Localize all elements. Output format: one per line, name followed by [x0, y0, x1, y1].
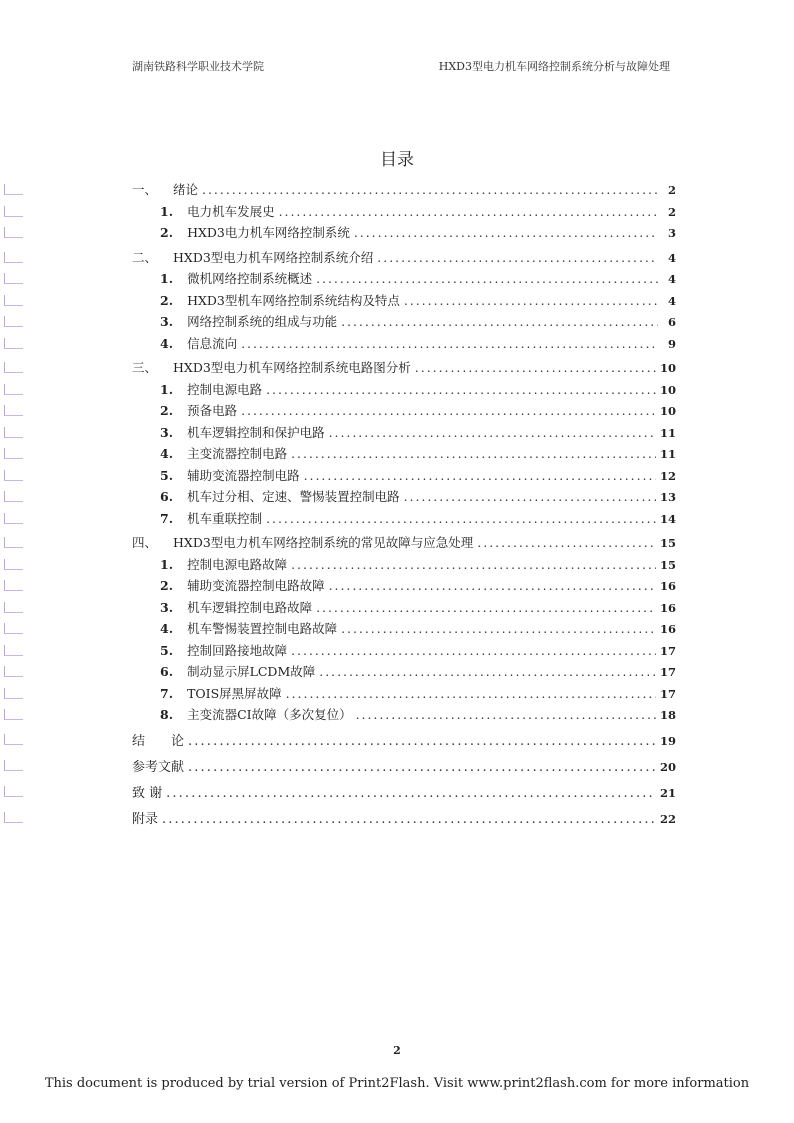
toc-entry-page: 15	[659, 557, 676, 572]
toc-leader-dots	[291, 557, 656, 572]
toc-entry-number: 5.	[160, 642, 174, 658]
margin-mark	[4, 666, 23, 677]
margin-mark	[4, 688, 23, 699]
toc-entry-number: 三、	[132, 360, 158, 375]
toc-entry[interactable]	[132, 202, 676, 224]
toc-leader-dots	[356, 707, 656, 722]
margin-mark	[4, 316, 23, 327]
toc-entry-page: 9	[667, 336, 676, 351]
toc-entry-label: 主变流器CI故障（多次复位）	[187, 707, 352, 722]
toc-leader-dots	[415, 360, 656, 375]
toc-entry-number: 2.	[160, 578, 174, 593]
toc-leader-dots	[291, 446, 656, 461]
toc-leader-dots	[354, 225, 658, 240]
toc-entry-page: 18	[659, 708, 676, 722]
toc-entry[interactable]	[132, 598, 676, 620]
margin-mark	[4, 709, 23, 720]
toc-entry[interactable]	[132, 808, 676, 834]
toc-entry-label: 信息流向	[187, 335, 238, 351]
toc-entry-page: 11	[659, 425, 676, 440]
toc-entry-page: 15	[659, 536, 676, 550]
toc-entry[interactable]	[132, 444, 676, 466]
toc-leader-dots	[341, 314, 658, 329]
toc-entry-number: 3.	[160, 599, 174, 615]
toc-entry-page: 14	[659, 511, 676, 526]
toc-entry-label: HXD3电力机车网络控制系统	[187, 225, 350, 240]
margin-mark	[4, 252, 23, 263]
margin-mark	[4, 362, 23, 373]
toc-entry[interactable]	[132, 782, 676, 808]
table-of-contents	[132, 180, 676, 834]
toc-entry-page: 4	[667, 250, 676, 265]
toc-leader-dots	[279, 204, 658, 219]
toc-entry-label: 机车警惕装置控制电路故障	[187, 621, 338, 636]
toc-entry[interactable]	[132, 487, 676, 509]
toc-entry-label: 预备电路	[187, 403, 238, 418]
margin-mark	[4, 405, 23, 416]
toc-entry-page: 16	[659, 579, 676, 593]
toc-entry-number: 3.	[160, 424, 174, 440]
toc-entry-label: 辅助变流器控制电路	[187, 467, 300, 483]
margin-mark	[4, 786, 23, 797]
toc-entry-number: 四、	[132, 535, 158, 550]
margin-mark	[4, 448, 23, 459]
margin-mark	[4, 384, 23, 395]
toc-entry-label: HXD3型机车网络控制系统结构及特点	[187, 292, 400, 308]
toc-entry-label: 辅助变流器控制电路故障	[187, 578, 325, 593]
toc-entry-number: 7.	[160, 510, 174, 526]
margin-mark	[4, 513, 23, 524]
toc-entry[interactable]	[132, 466, 676, 488]
toc-entry-label: 结 论	[132, 733, 185, 749]
toc-entry-label: 制动显示屏LCDM故障	[187, 664, 316, 679]
toc-entry[interactable]	[132, 291, 676, 313]
header-thesis-title: HXD3型电力机车网络控制系统分析与故障处理	[438, 60, 670, 73]
toc-entry-label: 机车逻辑控制和保护电路	[187, 424, 325, 440]
toc-title: 目录	[380, 150, 414, 170]
margin-mark	[4, 273, 23, 284]
toc-entry-number: 8.	[160, 707, 174, 722]
toc-entry[interactable]	[132, 662, 676, 684]
toc-entry-number: 2.	[160, 225, 174, 240]
toc-entry[interactable]	[132, 509, 676, 531]
toc-entry-number: 4.	[160, 621, 174, 636]
toc-leader-dots	[341, 621, 656, 636]
toc-leader-dots	[266, 511, 656, 526]
toc-entry-number: 6.	[160, 489, 174, 504]
toc-entry[interactable]	[132, 248, 676, 270]
margin-mark	[4, 734, 23, 745]
toc-leader-dots	[162, 812, 656, 827]
margin-mark	[4, 227, 23, 238]
toc-leader-dots	[202, 182, 658, 197]
toc-entry[interactable]	[132, 334, 676, 356]
toc-entry[interactable]	[132, 705, 676, 727]
toc-entry-number: 1.	[160, 381, 174, 397]
margin-mark	[4, 602, 23, 613]
toc-entry-page: 10	[659, 404, 676, 418]
margin-mark	[4, 491, 23, 502]
toc-entry-page: 22	[659, 811, 676, 826]
toc-entry-number: 2.	[160, 403, 174, 418]
toc-entry[interactable]	[132, 223, 676, 245]
margin-mark	[4, 184, 23, 195]
header-school-name: 湖南铁路科学职业技术学院	[132, 60, 264, 73]
toc-entry[interactable]	[132, 533, 676, 555]
toc-entry-page: 16	[659, 622, 676, 636]
toc-leader-dots	[377, 250, 658, 265]
toc-entry-label: 机车重联控制	[187, 510, 263, 526]
toc-entry-number: 4.	[160, 446, 174, 461]
toc-leader-dots	[291, 643, 656, 658]
toc-entry-label: 网络控制系统的组成与功能	[187, 314, 338, 329]
margin-mark	[4, 427, 23, 438]
toc-entry-label: 控制回路接地故障	[187, 642, 288, 658]
toc-entry-label: 绪论	[173, 182, 199, 197]
toc-entry-label: HXD3型电力机车网络控制系统电路图分析	[173, 360, 411, 375]
toc-entry[interactable]	[132, 756, 676, 782]
toc-entry-label: 控制电源电路	[187, 381, 263, 397]
toc-entry-number: 1.	[160, 556, 174, 572]
toc-entry-page: 11	[659, 447, 676, 461]
toc-entry-page: 3	[667, 226, 676, 240]
toc-entry-label: 微机网络控制系统概述	[187, 271, 313, 286]
toc-leader-dots	[286, 686, 656, 701]
trial-watermark: This document is produced by trial version of Print2Flash. Visit www.print2flash.com for more information	[44, 1076, 750, 1091]
toc-entry-number: 3.	[160, 314, 174, 329]
toc-entry[interactable]	[132, 423, 676, 445]
toc-leader-dots	[316, 271, 658, 286]
toc-leader-dots	[477, 535, 656, 550]
toc-entry-page: 17	[659, 686, 676, 701]
toc-leader-dots	[241, 336, 658, 351]
toc-entry-page: 21	[659, 785, 676, 800]
toc-entry-page: 4	[667, 293, 676, 308]
toc-entry-page: 6	[667, 315, 676, 329]
margin-mark	[4, 645, 23, 656]
toc-entry-page: 10	[659, 361, 676, 375]
toc-entry[interactable]	[132, 180, 676, 202]
toc-leader-dots	[304, 468, 656, 483]
toc-leader-dots	[404, 489, 656, 504]
toc-entry-label: 主变流器控制电路	[187, 446, 288, 461]
margin-mark	[4, 559, 23, 570]
toc-entry-label: HXD3型电力机车网络控制系统介绍	[173, 249, 374, 265]
toc-leader-dots	[166, 786, 656, 801]
toc-entry[interactable]	[132, 269, 676, 291]
toc-entry[interactable]	[132, 576, 676, 598]
margin-mark	[4, 537, 23, 548]
page-number: 2	[393, 1044, 401, 1057]
toc-entry-page: 17	[659, 643, 676, 658]
toc-leader-dots	[188, 734, 656, 749]
toc-entry-number: 1.	[160, 271, 174, 286]
toc-entry-page: 20	[659, 759, 676, 774]
toc-entry-number: 二、	[132, 249, 158, 265]
margin-mark	[4, 295, 23, 306]
toc-entry-page: 17	[659, 665, 676, 679]
margin-mark	[4, 812, 23, 823]
toc-leader-dots	[188, 760, 656, 775]
toc-entry-number: 1.	[160, 203, 174, 219]
toc-entry-page: 4	[667, 272, 676, 286]
toc-entry-label: 电力机车发展史	[187, 203, 275, 219]
toc-entry-number: 7.	[160, 685, 174, 701]
toc-leader-dots	[319, 664, 656, 679]
margin-mark	[4, 623, 23, 634]
toc-entry[interactable]	[132, 380, 676, 402]
margin-mark	[4, 206, 23, 217]
toc-entry-number: 5.	[160, 467, 174, 483]
toc-entry-label: 机车过分相、定速、警惕装置控制电路	[187, 489, 400, 504]
toc-entry-label: 附录	[132, 811, 159, 827]
margin-mark	[4, 580, 23, 591]
toc-entry-page: 19	[659, 733, 676, 748]
toc-entry[interactable]	[132, 730, 676, 756]
toc-entry-label: HXD3型电力机车网络控制系统的常见故障与应急处理	[173, 535, 474, 550]
toc-entry-label: 致 谢	[132, 785, 163, 801]
toc-leader-dots	[241, 403, 656, 418]
toc-entry[interactable]	[132, 312, 676, 334]
toc-entry[interactable]	[132, 555, 676, 577]
margin-mark	[4, 470, 23, 481]
toc-entry-label: 机车逻辑控制电路故障	[187, 599, 313, 615]
toc-entry-label: 控制电源电路故障	[187, 556, 288, 572]
toc-leader-dots	[329, 425, 656, 440]
toc-entry[interactable]	[132, 684, 676, 706]
toc-leader-dots	[404, 293, 658, 308]
toc-entry[interactable]	[132, 401, 676, 423]
toc-leader-dots	[329, 578, 656, 593]
margin-mark	[4, 760, 23, 771]
toc-entry[interactable]	[132, 619, 676, 641]
toc-entry-number: 2.	[160, 292, 174, 308]
toc-entry-label: TOIS屏黑屏故障	[187, 685, 282, 701]
toc-entry-number: 6.	[160, 664, 174, 679]
toc-leader-dots	[316, 600, 656, 615]
toc-leader-dots	[266, 382, 656, 397]
toc-entry-page: 13	[659, 490, 676, 504]
toc-entry-page: 2	[667, 183, 676, 197]
toc-entry-page: 2	[667, 204, 676, 219]
toc-entry-number: 一、	[132, 182, 158, 197]
margin-mark	[4, 338, 23, 349]
toc-entry-label: 参考文献	[132, 759, 185, 775]
toc-entry[interactable]	[132, 358, 676, 380]
toc-entry-page: 10	[659, 382, 676, 397]
toc-entry-page: 12	[659, 468, 676, 483]
toc-entry-number: 4.	[160, 335, 174, 351]
toc-entry[interactable]	[132, 641, 676, 663]
toc-entry-page: 16	[659, 600, 676, 615]
